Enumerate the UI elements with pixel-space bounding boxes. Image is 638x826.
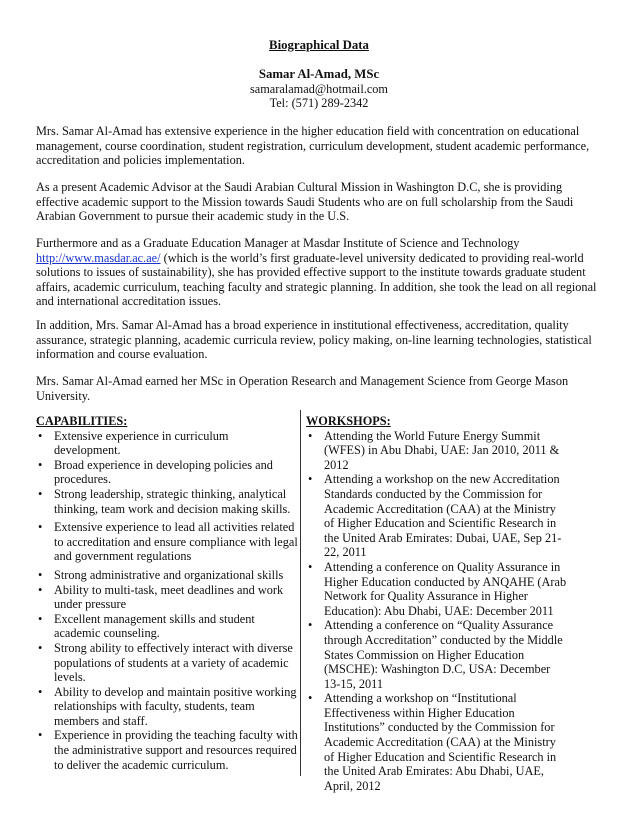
column-divider bbox=[300, 410, 301, 776]
capabilities-list bbox=[36, 429, 298, 773]
bio-paragraph-4: In addition, Mrs. Samar Al-Amad has a broad experience in institutional effectiveness, accreditation, quality assurance, strategic planning, academic curricula review, policy making, on-line learning technologies, statistical information and course evaluation. bbox=[36, 318, 592, 362]
workshops-heading: WORKSHOPS: bbox=[306, 414, 391, 428]
bio-paragraph-3-end: (which is the world’s first graduate-level university dedicated to providing real-world solutions to issues of sustainability), she has provided effective support to the institute towards graduate student affairs, academic curriculum, teaching faculty and strategic planning. In addition, she took the lead on all regional and international accreditation issues. bbox=[36, 250, 597, 309]
capability-item: • Excellent management skills and student academic counseling. bbox=[36, 612, 298, 641]
capability-item: • Extensive experience to lead all activities related to accreditation and ensure compliance with legal and government regulations bbox=[36, 520, 298, 564]
bio-paragraph-3-start: Furthermore and as a Graduate Education Manager at Masdar Institute of Science and Technology bbox=[36, 236, 520, 250]
capabilities-section bbox=[36, 414, 298, 772]
workshop-item: • Attending the World Future Energy Summit (WFES) in Abu Dhabi, UAE: Jan 2010, 2011 & 2012 bbox=[306, 429, 568, 473]
capability-item: • Extensive experience in curriculum development. bbox=[36, 429, 298, 458]
workshop-item: • Attending a conference on Quality Assurance in Higher Education conducted by ANQAHE (Arab Network for Quality Assurance in Higher Education): Abu Dhabi, UAE: December 2011 bbox=[306, 560, 568, 618]
capability-item: • Broad experience in developing policies and procedures. bbox=[36, 458, 298, 487]
workshop-item: • Attending a workshop on the new Accreditation Standards conducted by the Commission for Academic Accreditation (CAA) at the Ministry of Higher Education and Scientific Research in the United Arab Emirates: Dubai, UAE, Sep 21-22, 2011 bbox=[306, 472, 568, 560]
capability-item: • Strong leadership, strategic thinking, analytical thinking, team work and decision making skills. bbox=[36, 487, 298, 516]
workshop-item: • Attending a conference on “Quality Assurance through Accreditation” conducted by the Middle States Commission on Higher Education (MSCHE): Washington D.C, USA: December 13-15, 2011 bbox=[306, 618, 568, 691]
bio-paragraph-3 bbox=[36, 236, 604, 309]
capability-item: • Experience in providing the teaching faculty with the administrative support and resources required to deliver the academic curriculum. bbox=[36, 728, 298, 772]
workshop-item: • Attending a workshop on “Institutional Effectiveness within Higher Education Institutions” conducted by the Commission for Academic Accreditation (CAA) at the Ministry of Higher Education and Scientific Research in the United Arab Emirates: Abu Dhabi, UAE, April, 2012 bbox=[306, 691, 568, 793]
masdar-link[interactable]: http://www.masdar.ac.ae/ bbox=[36, 250, 161, 265]
capability-item: • Ability to develop and maintain positive working relationships with faculty, students, team members and staff. bbox=[36, 685, 298, 729]
bio-paragraph-5: Mrs. Samar Al-Amad earned her MSc in Operation Research and Management Science from George Mason University. bbox=[36, 374, 569, 403]
capability-item: • Ability to multi-task, meet deadlines and work under pressure bbox=[36, 583, 298, 612]
workshops-section bbox=[306, 414, 568, 793]
person-name: Samar Al-Amad, MSc bbox=[258, 67, 380, 81]
telephone: Tel: (571) 289-2342 bbox=[269, 96, 369, 110]
bio-paragraph-2: As a present Academic Advisor at the Saudi Arabian Cultural Mission in Washington D.C, she is providing effective academic support to the Mission towards Saudi Students who are on full scholarship from the Saudi Arabian Government to pursue their academic study in the U.S. bbox=[36, 180, 574, 224]
email-address: samaralamad@hotmail.com bbox=[249, 82, 388, 96]
capabilities-heading: CAPABILITIES: bbox=[36, 414, 128, 428]
workshops-list bbox=[306, 429, 568, 794]
capability-item: • Strong ability to effectively interact with diverse populations of students at a variety of academic levels. bbox=[36, 641, 298, 685]
capability-item: • Strong administrative and organizational skills bbox=[36, 568, 298, 583]
bio-paragraph-1: Mrs. Samar Al-Amad has extensive experience in the higher education field with concentration on educational management, course coordination, student registration, curriculum development, student academic performance, accreditation and policies implementation. bbox=[36, 124, 590, 168]
document-title: Biographical Data bbox=[269, 38, 369, 52]
